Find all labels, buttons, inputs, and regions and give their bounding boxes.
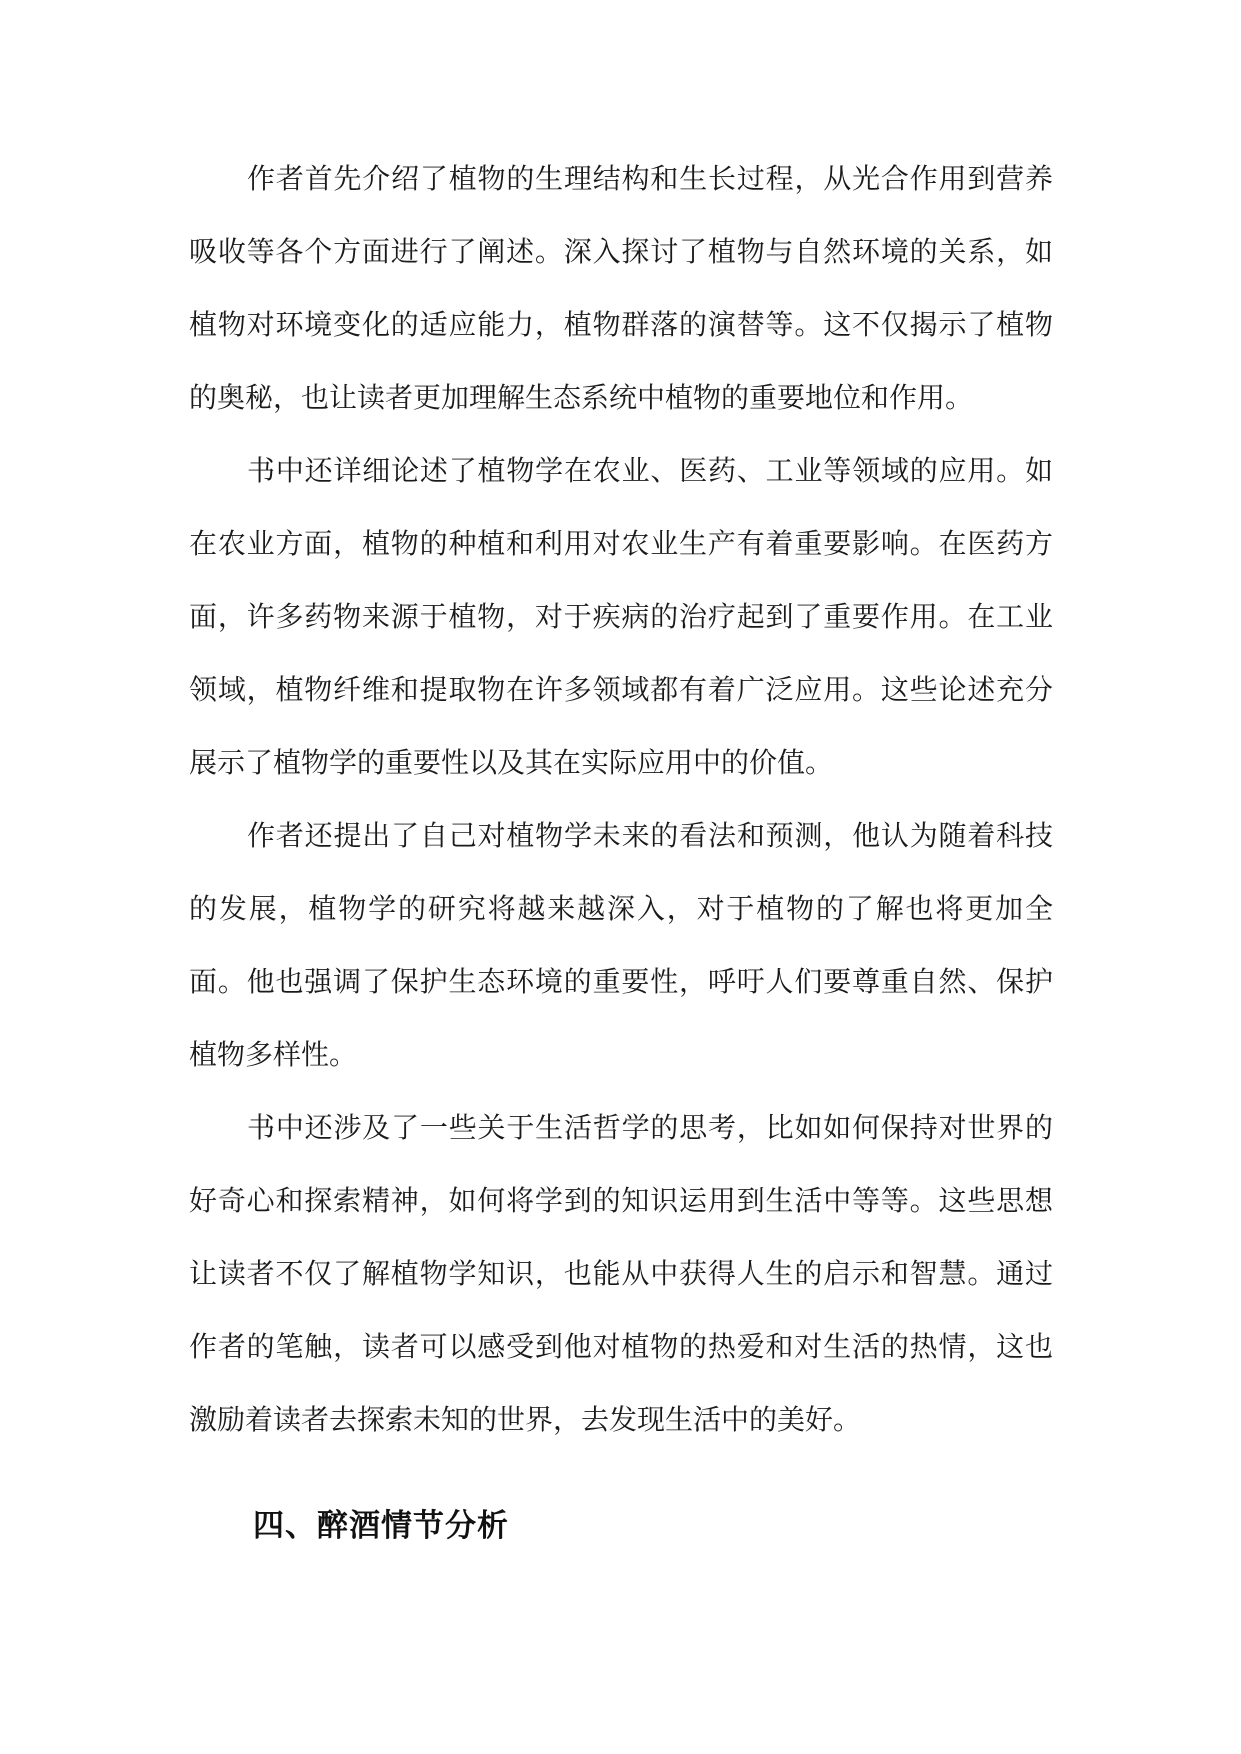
paragraph-future-outlook: 作者还提出了自己对植物学未来的看法和预测，他认为随着科技的发展，植物学的研究将越来越深入，对于植物的了解也将更加全面。他也强调了保护生态环境的重要性，呼吁人们要尊重自然、保护植物多样性。	[189, 819, 1053, 1071]
section-heading: 四、醉酒情节分析	[253, 1508, 509, 1544]
paragraph-plant-physiology: 作者首先介绍了植物的生理结构和生长过程，从光合作用到营养吸收等各个方面进行了阐述。深入探讨了植物与自然环境的关系，如植物对环境变化的适应能力，植物群落的演替等。这不仅揭示了植物的奥秘，也让读者更加理解生态系统中植物的重要地位和作用。	[189, 162, 1053, 414]
paragraph-life-philosophy: 书中还涉及了一些关于生活哲学的思考，比如如何保持对世界的好奇心和探索精神，如何将学到的知识运用到生活中等等。这些思想让读者不仅了解植物学知识，也能从中获得人生的启示和智慧。通过作者的笔触，读者可以感受到他对植物的热爱和对生活的热情，这也激励着读者去探索未知的世界，去发现生活中的美好。	[189, 1111, 1053, 1436]
body-text	[189, 142, 1053, 1456]
paragraph-applications: 书中还详细论述了植物学在农业、医药、工业等领域的应用。如在农业方面，植物的种植和利用对农业生产有着重要影响。在医药方面，许多药物来源于植物，对于疾病的治疗起到了重要作用。在工业领域，植物纤维和提取物在许多领域都有着广泛应用。这些论述充分展示了植物学的重要性以及其在实际应用中的价值。	[189, 454, 1053, 779]
